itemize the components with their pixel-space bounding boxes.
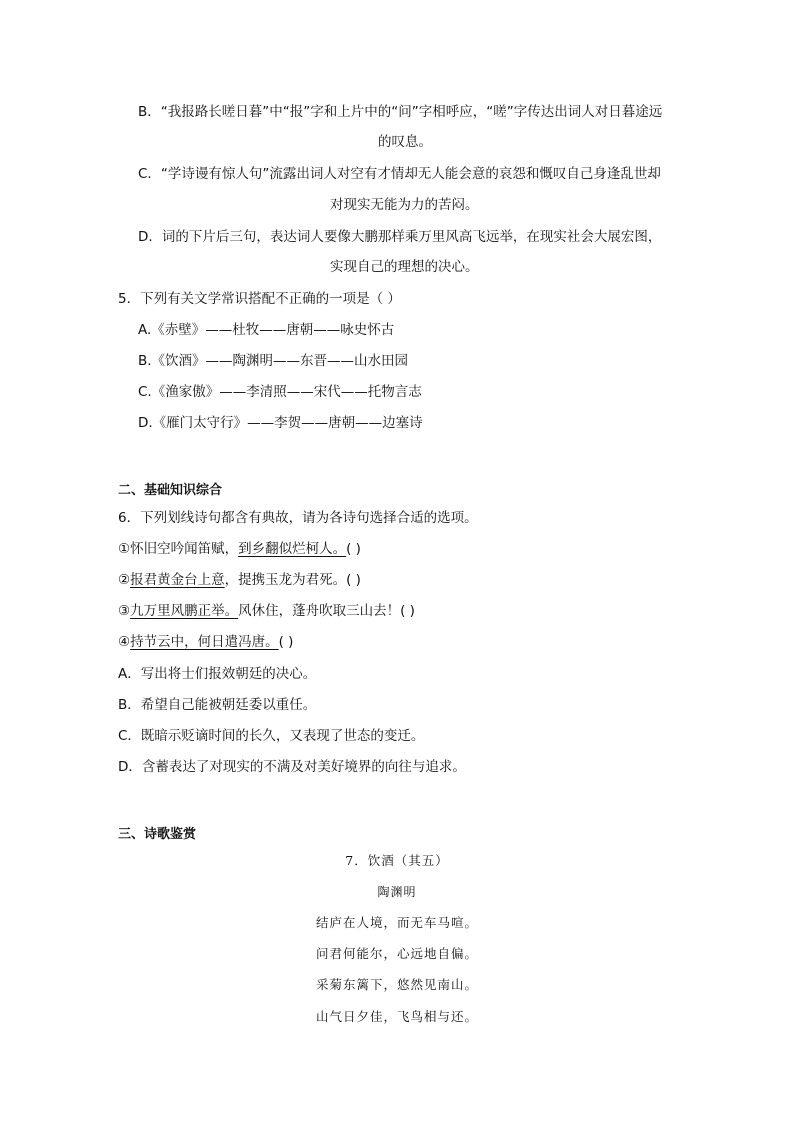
q5-option-c: C.《渔家傲》——李清照——宋代——托物言志 — [138, 384, 422, 400]
q6-item-4-answer-blank[interactable]: ( ) — [278, 634, 294, 650]
q6-item-3-answer-blank[interactable]: ( ) — [400, 603, 415, 619]
q5-option-d: D.《雁门太守行》——李贺——唐朝——边塞诗 — [138, 415, 423, 431]
q6-item-4-num: ④ — [118, 634, 131, 650]
q7-poem-author: 陶渊明 — [377, 885, 417, 899]
q7-poem-title: 7．饮酒（其五） — [345, 853, 449, 868]
q6-item-4 — [118, 633, 293, 651]
q6-item-1 — [118, 540, 361, 558]
q6-item-2 — [118, 571, 361, 589]
q6-item-3-num: ③ — [118, 603, 131, 619]
q7-poem-line-1: 结庐在人境，而无车马喧。 — [315, 915, 478, 930]
q6-item-2-post: ，提携玉龙为君死。 — [224, 572, 347, 588]
q6-item-3 — [118, 602, 415, 620]
q5-option-b: B.《饮酒》——陶渊明——东晋——山水田园 — [138, 353, 409, 369]
q6-item-1-pre: 怀旧空吟闻笛赋， — [130, 541, 239, 557]
q6-stem: 6．下列划线诗句都含有典故，请为各诗句选择合适的选项。 — [118, 510, 478, 526]
q5-stem: 5．下列有关文学常识搭配不正确的一项是（ ） — [118, 291, 401, 307]
q7-poem-line-4: 山气日夕佳，飞鸟相与还。 — [315, 1009, 478, 1024]
q5-option-a: A.《赤壁》——杜牧——唐朝——咏史怀古 — [138, 322, 395, 338]
q6-item-4-underlined: 持节云中，何日遣冯唐。 — [130, 634, 279, 650]
q6-item-3-underlined: 九万里风鹏正举。 — [130, 603, 239, 619]
q4-option-d-line1: D．词的下片后三句，表达词人要像大鹏那样乘万里风高飞远举，在现实社会大展宏图， — [138, 229, 662, 245]
q4-option-c-line1: C．“学诗谩有惊人句”流露出词人对空有才情却无人能会意的哀怨和慨叹自己身逢乱世却 — [138, 166, 661, 182]
q6-item-2-num: ② — [118, 572, 131, 588]
section-3-title: 三、诗歌鉴赏 — [118, 827, 197, 842]
q4-option-b-line2: 的叹息。 — [378, 134, 432, 150]
q6-item-1-num: ① — [118, 541, 131, 557]
q6-option-d: D．含蓄表达了对现实的不满及对美好境界的向往与追求。 — [118, 759, 466, 775]
q6-item-2-answer-blank[interactable]: ( ) — [346, 572, 361, 588]
q6-item-3-post: 风休住，蓬舟吹取三山去！ — [238, 603, 401, 619]
section-2-title: 二、基础知识综合 — [118, 483, 223, 498]
q6-option-b: B．希望自己能被朝廷委以重任。 — [118, 697, 317, 713]
q6-item-1-answer-blank[interactable]: ( ) — [346, 541, 361, 557]
q7-poem-line-3: 采菊东篱下，悠然见南山。 — [315, 977, 478, 992]
q6-item-1-underlined: 到乡翻似烂柯人。 — [238, 541, 347, 557]
q4-option-d-line2: 实现自己的理想的决心。 — [330, 259, 479, 275]
q7-poem-line-2: 问君何能尔，心远地自偏。 — [315, 946, 478, 961]
q4-option-b-line1: B．“我报路长嗟日暮”中“报”字和上片中的“问”字相呼应，“嗟”字传达出词人对日暮途远 — [138, 104, 663, 120]
q6-item-2-underlined: 报君黄金台上意 — [130, 572, 225, 588]
q6-option-c: C．既暗示贬谪时间的长久，又表现了世态的变迁。 — [118, 728, 425, 744]
q6-option-a: A．写出将士们报效朝廷的决心。 — [118, 666, 317, 682]
q4-option-c-line2: 对现实无能为力的苦闷。 — [330, 197, 479, 213]
